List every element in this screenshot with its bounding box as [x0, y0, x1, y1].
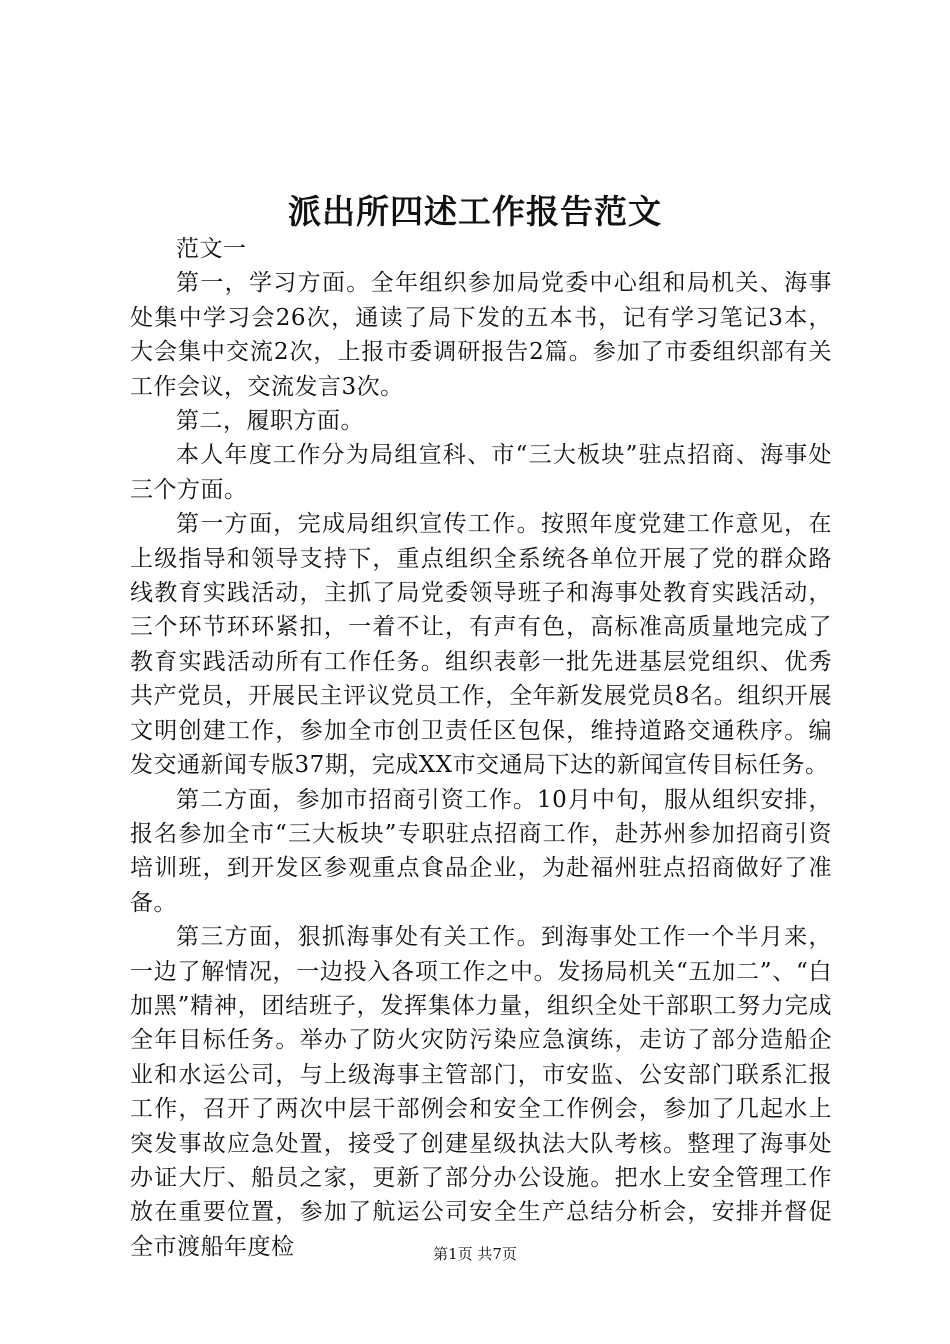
paragraph: 第一方面，完成局组织宣传工作。按照年度党建工作意见，在上级指导和领导支持下，重点组织全系统各单位开展了党的群众路线教育实践活动，主抓了局党委领导班子和海事处教育实践活动，三个环节环环紧扣，一着不让，有声有色，高标准高质量地完成了教育实践活动所有工作任务。组织表彰一批先进基层党组织、优秀共产党员，开展民主评议党员工作，全年新发展党员8名。组织开展文明创建工作，参加全市创卫责任区包保，维持道路交通秩序。编发交通新闻专版37期，完成XX市交通局下达的新闻宣传目标任务。 [130, 511, 832, 779]
paragraph: 本人年度工作分为局组宣科、市“三大板块”驻点招商、海事处三个方面。 [130, 442, 832, 503]
document-body [130, 232, 832, 1264]
paragraph: 第三方面，狠抓海事处有关工作。到海事处工作一个半月来，一边了解情况，一边投入各项工作之中。发扬局机关“五加二”、“白加黑”精神，团结班子，发挥集体力量，组织全处干部职工努力完成全年目标任务。举办了防火灾防污染应急演练，走访了部分造船企业和水运公司，与上级海事主管部门，市安监、公安部门联系汇报工作，召开了两次中层干部例会和安全工作例会，参加了几起水上突发事故应急处置，接受了创建星级执法大队考核。整理了海事处办证大厅、船员之家，更新了部分办公设施。把水上安全管理工作放在重要位置，参加了航运公司安全生产总结分析会，安排并督促全市渡船年度检 [130, 924, 832, 1260]
page-number-footer: 第1页 共7页 [433, 1245, 517, 1263]
paragraph-heading: 范文一 [176, 236, 247, 262]
paragraph: 第一，学习方面。全年组织参加局党委中心组和局机关、海事处集中学习会26次，通读了局下发的五本书，记有学习笔记3本，大会集中交流2次，上报市委调研报告2篇。参加了市委组织部有关工作会议，交流发言3次。 [130, 270, 832, 400]
paragraph: 第二，履职方面。 [176, 408, 364, 435]
document-title: 派出所四述工作报告范文 [288, 192, 662, 231]
paragraph: 第二方面，参加市招商引资工作。10月中旬，服从组织安排，报名参加全市“三大板块”专职驻点招商工作，赴苏州参加招商引资培训班，到开发区参观重点食品企业，为赴福州驻点招商做好了准备。 [130, 786, 832, 916]
